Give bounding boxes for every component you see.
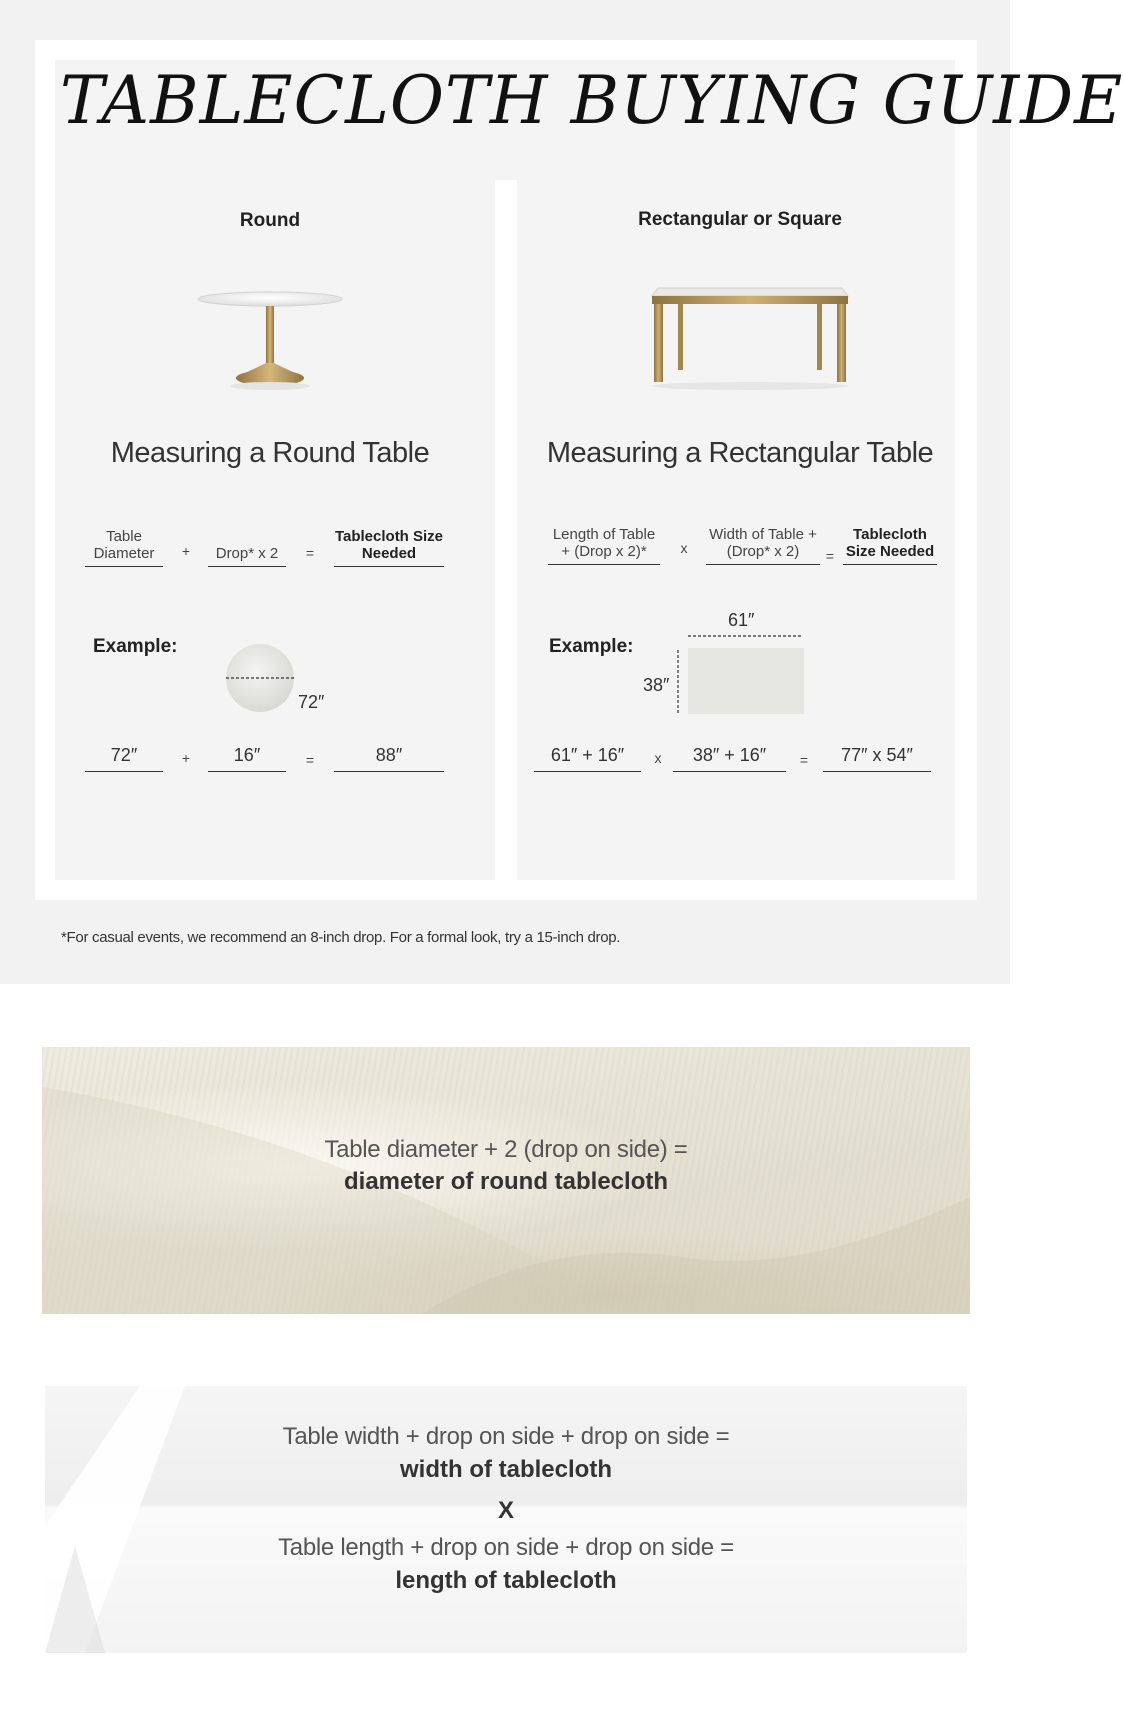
round-table-image (190, 285, 350, 393)
round-measure-title: Measuring a Round Table (110, 437, 430, 469)
round-example-value2: 16″ (208, 745, 286, 772)
round-example-plus: + (181, 750, 191, 766)
rect-measure-title: Measuring a Rectangular Table (546, 437, 934, 469)
rect-formula-width: Width of Table + (Drop* x 2) (706, 526, 820, 565)
drop-footnote: *For casual events, we recommend an 8-inch drop. For a formal look, try a 15-inch drop. (61, 929, 621, 946)
round-diagram-dimension: 72″ (298, 692, 325, 712)
rect-formula-times: x (680, 540, 688, 556)
rect-formula-equals: = (825, 548, 835, 564)
round-example-equals: = (305, 752, 315, 768)
page-title: TABLECLOTH BUYING GUIDE (60, 62, 1123, 139)
rect-example-value1: 61″ + 16″ (534, 745, 641, 772)
round-heading: Round (239, 210, 301, 231)
rect-heading: Rectangular or Square (638, 209, 842, 230)
round-formula-equals: = (305, 545, 315, 561)
rect-formula-banner (45, 1386, 967, 1653)
rect-diagram-width: 61″ (728, 610, 755, 630)
round-formula-diameter: Table Diameter (85, 528, 163, 567)
round-banner-line1: Table diameter + 2 (drop on side) = (324, 1136, 688, 1163)
round-banner-line2: diameter of round tablecloth (343, 1168, 669, 1195)
rect-example-diagram (674, 630, 810, 716)
rect-banner-times: X (497, 1497, 514, 1524)
rect-banner-line3: Table length + drop on side + drop on side = (278, 1534, 734, 1561)
round-formula-drop: Drop* x 2 (208, 545, 286, 567)
round-example-value1: 72″ (85, 745, 163, 772)
rect-example-equals: = (799, 752, 809, 768)
rect-example-result: 77″ x 54″ (823, 745, 931, 772)
rect-formula-length: Length of Table + (Drop x 2)* (548, 526, 660, 565)
round-example-diagram (222, 640, 298, 716)
rect-example-value2: 38″ + 16″ (673, 745, 786, 772)
rect-diagram-height: 38″ (643, 675, 670, 695)
round-formula-banner (42, 1047, 970, 1314)
round-example-label: Example: (93, 636, 178, 657)
round-formula-plus: + (181, 543, 191, 559)
round-example-result: 88″ (334, 745, 444, 772)
round-formula-result: Tablecloth Size Needed (334, 528, 444, 567)
rect-example-times: x (654, 750, 662, 766)
rect-table-image (650, 282, 850, 394)
rect-banner-line2: width of tablecloth (400, 1456, 612, 1483)
rect-banner-line1: Table width + drop on side + drop on side = (282, 1423, 730, 1450)
rect-formula-result: Tablecloth Size Needed (843, 526, 937, 565)
rect-banner-line4: length of tablecloth (395, 1567, 617, 1594)
rect-example-label: Example: (549, 636, 634, 657)
